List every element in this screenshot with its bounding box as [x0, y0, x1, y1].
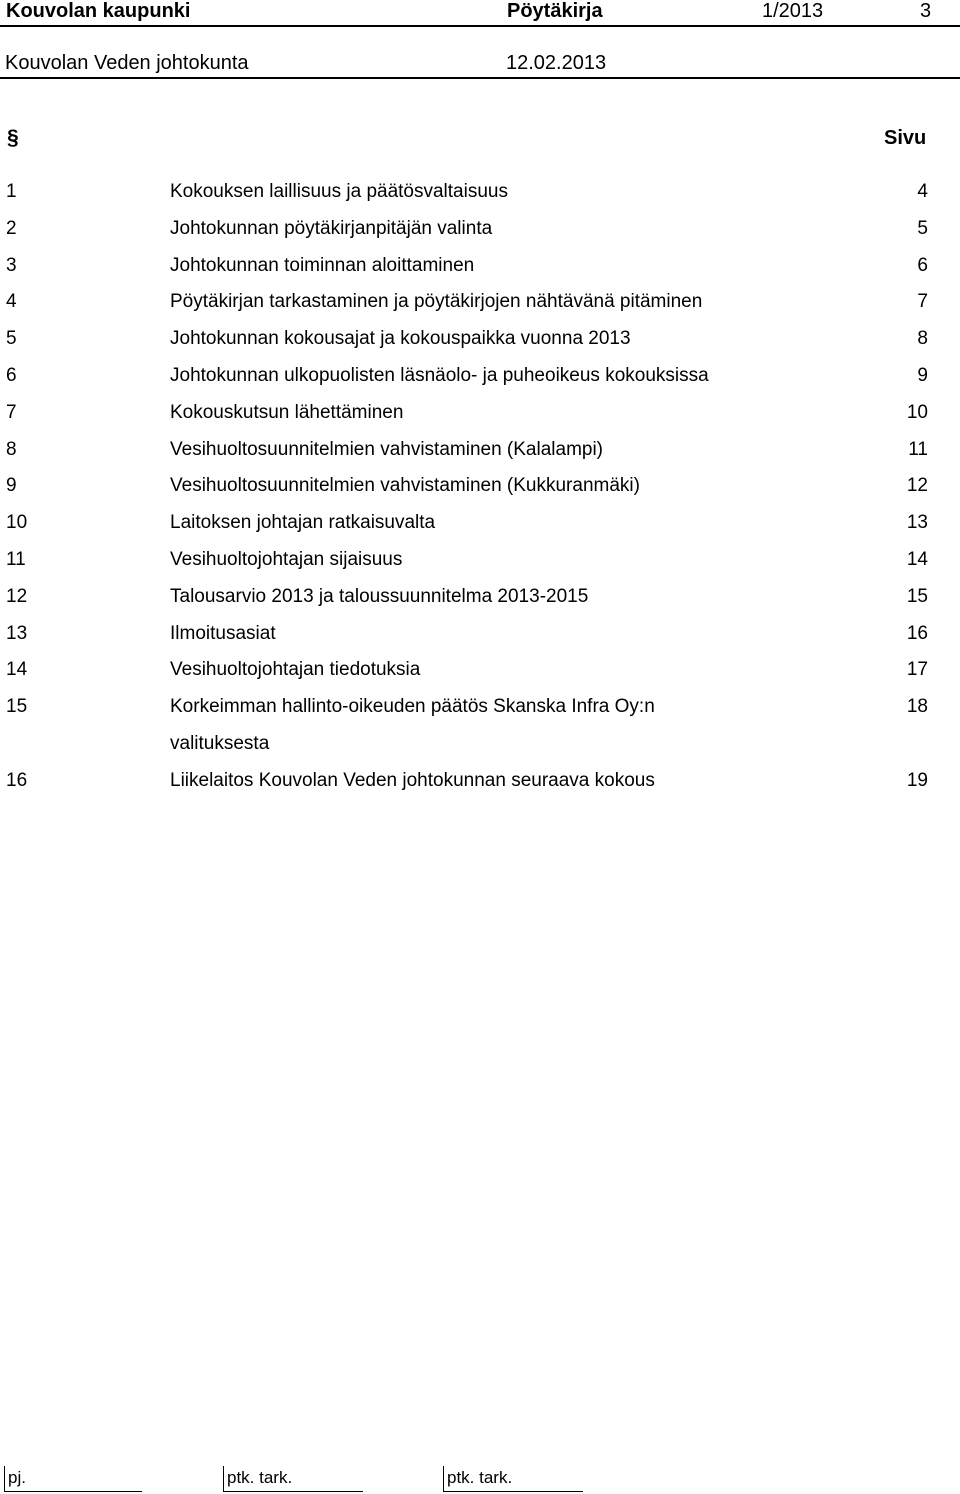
toc-row [0, 358, 960, 395]
page-number: 3 [920, 0, 932, 22]
toc-item-title: Johtokunnan ulkopuolisten läsnäolo- ja puheoikeus kokouksissa [170, 364, 709, 386]
toc-row [0, 321, 960, 358]
toc-item-title: Laitoksen johtajan ratkaisuvalta [170, 512, 436, 534]
unit-name: Kouvolan Veden johtokunta [5, 52, 249, 74]
meeting-date: 12.02.2013 [506, 52, 607, 74]
toc-item-title: Vesihuoltojohtajan tiedotuksia [170, 659, 421, 681]
toc-row [0, 468, 960, 505]
toc-item-title: Ilmoitusasiat [170, 622, 276, 644]
toc-row [0, 174, 960, 211]
toc-item-number: 13 [6, 622, 28, 644]
toc-item-number: 15 [6, 696, 28, 718]
toc-item-page: 7 [917, 291, 928, 313]
header-divider-bottom [0, 77, 960, 79]
toc-row [0, 432, 960, 469]
minutes-checker-1-signature-field: ptk. tark. [223, 1466, 363, 1492]
toc-item-number: 7 [6, 401, 17, 423]
toc-item-page: 6 [917, 254, 928, 276]
toc-row [0, 579, 960, 616]
toc-item-title: Talousarvio 2013 ja taloussuunnitelma 2013-2015 [170, 585, 589, 607]
toc-item-page: 17 [906, 659, 928, 681]
toc-row [0, 395, 960, 432]
toc-item-page: 19 [906, 769, 928, 791]
toc-item-page: 18 [906, 696, 928, 718]
toc-row [0, 652, 960, 689]
toc-item-title: Johtokunnan kokousajat ja kokouspaikka vuonna 2013 [170, 328, 631, 350]
toc-item-number: 14 [6, 659, 28, 681]
toc-item-title: Johtokunnan toiminnan aloittaminen [170, 254, 475, 276]
toc-row [0, 689, 960, 763]
minutes-checker-2-signature-field: ptk. tark. [443, 1466, 583, 1492]
toc-item-page: 11 [908, 438, 928, 460]
chair-signature-field: pj. [4, 1466, 142, 1492]
toc-item-title: Liikelaitos Kouvolan Veden johtokunnan seuraava kokous [170, 769, 655, 791]
meeting-number: 1/2013 [762, 0, 824, 22]
toc-item-number: 3 [6, 254, 17, 276]
page-column-heading: Sivu [884, 127, 927, 149]
toc-item-title: Kokouksen laillisuus ja päätösvaltaisuus [170, 181, 508, 202]
section-sign-heading: § [7, 126, 19, 149]
toc-item-title: Vesihuoltosuunnitelmien vahvistaminen (Kukkuranmäki) [170, 475, 640, 497]
toc-item-title: Pöytäkirjan tarkastaminen ja pöytäkirjojen nähtävänä pitäminen [170, 291, 703, 313]
toc-item-page: 4 [917, 181, 928, 202]
document-type: Pöytäkirja [507, 0, 603, 22]
toc-item-number: 9 [6, 475, 17, 497]
toc-item-number: 11 [6, 548, 26, 570]
toc-item-number: 16 [6, 769, 28, 791]
toc-item-page: 9 [917, 364, 928, 386]
toc-item-page: 15 [906, 585, 928, 607]
toc-row [0, 248, 960, 285]
toc-row [0, 211, 960, 248]
toc-item-title: Vesihuoltosuunnitelmien vahvistaminen (Kalalampi) [170, 438, 604, 460]
toc-row [0, 616, 960, 653]
toc-item-title: Vesihuoltojohtajan sijaisuus [170, 548, 403, 570]
toc-row [0, 542, 960, 579]
toc-row [0, 763, 960, 800]
header-divider-top [0, 25, 960, 27]
toc-item-page: 12 [906, 475, 928, 497]
toc-item-page: 8 [917, 328, 928, 350]
toc-row [0, 505, 960, 542]
table-of-contents [0, 174, 960, 800]
toc-item-number: 6 [6, 364, 17, 386]
toc-item-number: 10 [6, 512, 28, 534]
organization-name: Kouvolan kaupunki [6, 0, 191, 22]
toc-item-title: Korkeimman hallinto-oikeuden päätös Skanska Infra Oy:n valituksesta [170, 696, 655, 754]
toc-item-number: 4 [6, 291, 17, 313]
toc-item-page: 13 [906, 512, 928, 534]
toc-item-page: 16 [906, 622, 928, 644]
toc-item-page: 5 [917, 217, 928, 239]
toc-item-page: 14 [906, 548, 928, 570]
toc-row [0, 284, 960, 321]
toc-item-page: 10 [906, 401, 928, 423]
toc-item-number: 1 [6, 181, 17, 202]
toc-item-title: Johtokunnan pöytäkirjanpitäjän valinta [170, 217, 493, 239]
toc-item-number: 2 [6, 217, 17, 239]
toc-item-number: 8 [6, 438, 17, 460]
toc-item-number: 12 [6, 585, 28, 607]
toc-item-number: 5 [6, 328, 17, 350]
toc-item-title: Kokouskutsun lähettäminen [170, 401, 404, 423]
signature-footer [0, 1466, 960, 1494]
